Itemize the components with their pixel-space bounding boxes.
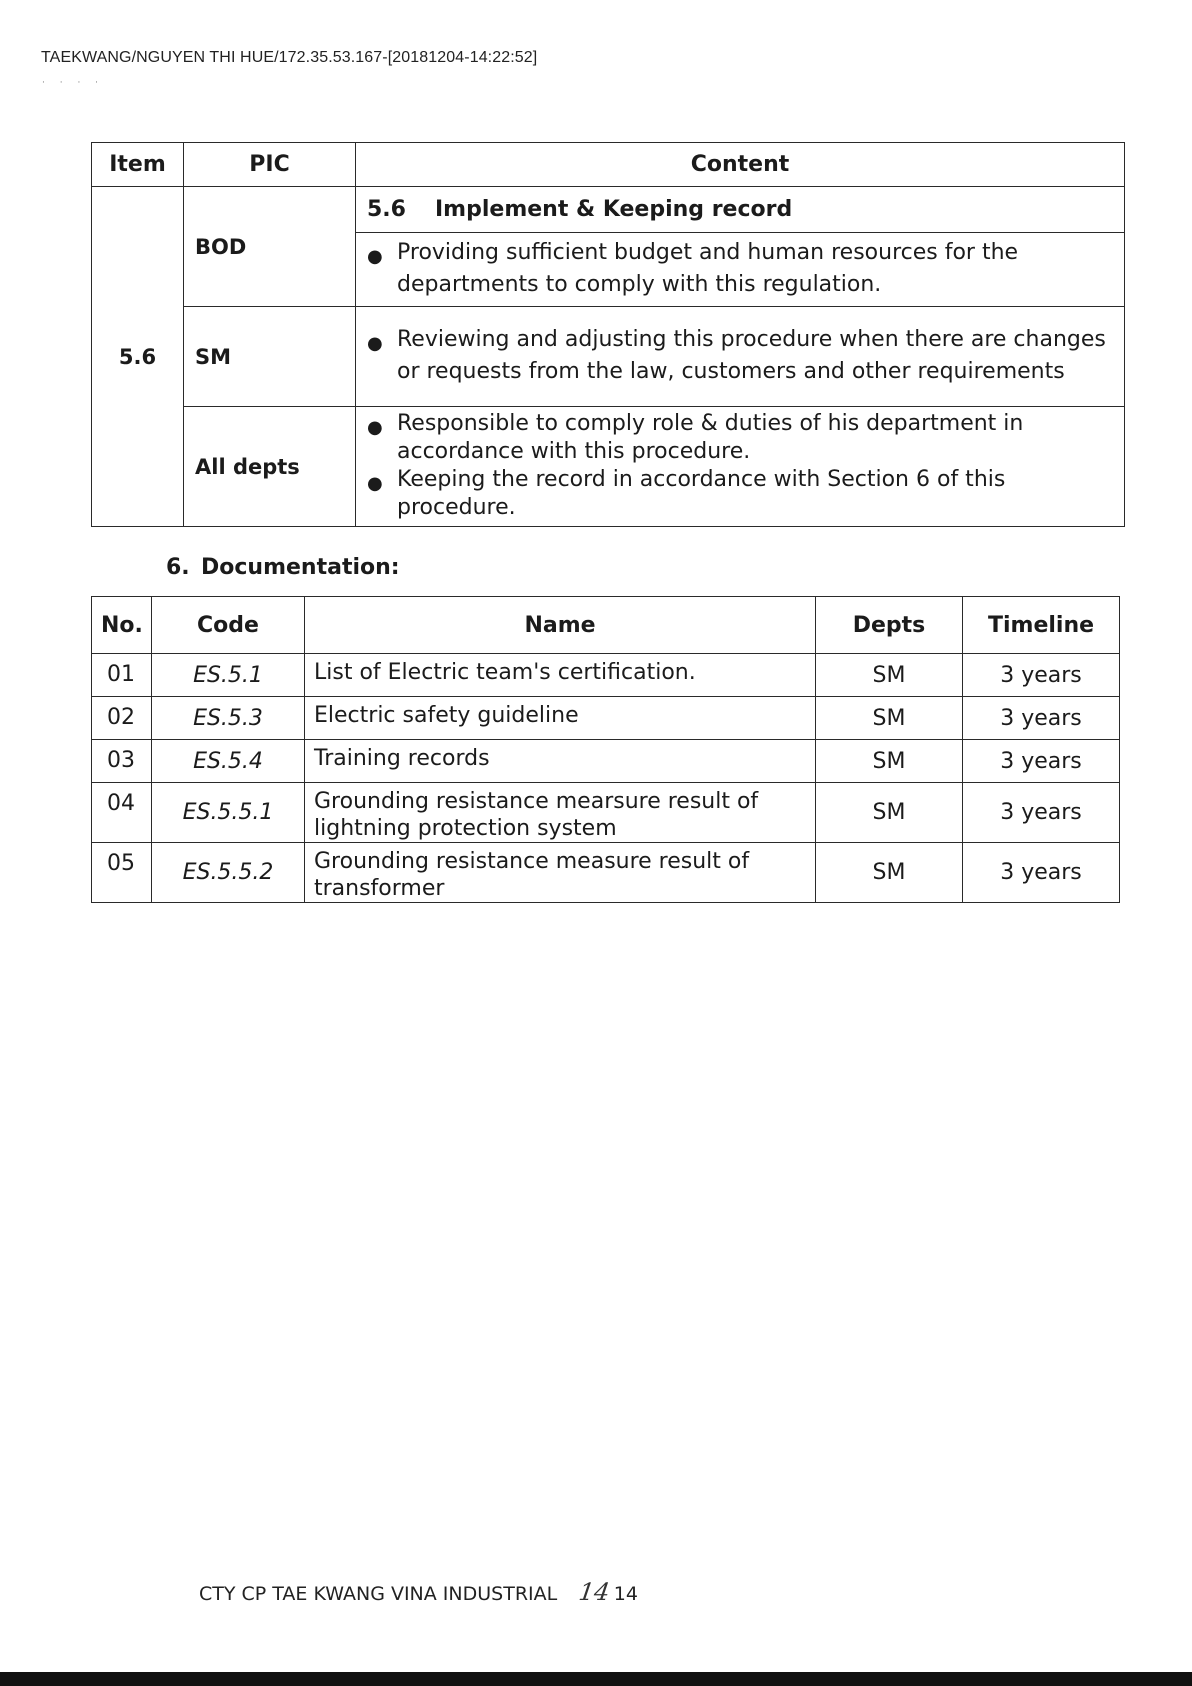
responsibility-table [91,142,1125,527]
pic-bod: BOD [184,187,356,307]
table-row [92,187,1125,233]
header-no: No. [92,597,152,654]
header-depts: Depts [816,597,963,654]
doc-depts: SM [816,843,963,903]
doc-no: 01 [92,654,152,697]
doc-timeline: 3 years [963,654,1120,697]
list-item [367,466,1112,522]
handwritten-page-number: 14 [577,1578,612,1606]
bullet-icon: ● [367,417,383,438]
doc-timeline: 3 years [963,697,1120,740]
bullet-text: Keeping the record in accordance with Section 6 of this procedure. [397,467,1006,520]
doc-code: ES.5.5.1 [152,783,305,843]
table-row [92,407,1125,527]
table-row [92,740,1120,783]
list-item [367,237,1112,301]
header-pic: PIC [184,143,356,187]
table-header-row [92,597,1120,654]
table-row [92,843,1120,903]
section-heading [356,187,1125,233]
bullet-icon: ● [367,473,383,494]
section-title: Implement & Keeping record [435,197,793,222]
doc-name: Training records [305,740,816,783]
table-row [92,654,1120,697]
pic-all-depts: All depts [184,407,356,527]
content-bod [356,233,1125,307]
table-row [92,783,1120,843]
doc-no: 02 [92,697,152,740]
doc-name: Grounding resistance mearsure result of lightning protection system [305,783,816,843]
section-number: 5.6 [367,197,406,222]
list-item [367,324,1112,388]
documentation-table [91,596,1120,903]
doc-name: Grounding resistance measure result of transformer [305,843,816,903]
pic-sm: SM [184,307,356,407]
documentation-title: Documentation: [201,555,400,580]
doc-depts: SM [816,654,963,697]
item-number: 5.6 [92,187,184,527]
bullet-text: Providing sufficient budget and human resources for the departments to comply with this regulation. [397,240,1019,297]
doc-no: 03 [92,740,152,783]
footer-company: CTY CP TAE KWANG VINA INDUSTRIAL [199,1583,558,1605]
doc-depts: SM [816,697,963,740]
documentation-heading [166,555,400,580]
doc-code: ES.5.4 [152,740,305,783]
page-footer [199,1578,638,1606]
doc-name: Electric safety guideline [305,697,816,740]
header-name: Name [305,597,816,654]
bullet-text: Reviewing and adjusting this procedure when there are changes or requests from the law, customers and other requirements [397,327,1106,384]
table-header-row [92,143,1125,187]
table-row [92,307,1125,407]
list-item [367,410,1112,466]
doc-depts: SM [816,783,963,843]
bullet-icon: ● [367,246,383,267]
doc-name: List of Electric team's certification. [305,654,816,697]
scan-specks: · · · · [42,78,105,88]
bullet-text: Responsible to comply role & duties of his department in accordance with this procedure. [397,411,1024,464]
doc-depts: SM [816,740,963,783]
doc-code: ES.5.1 [152,654,305,697]
footer-page-total: 14 [613,1583,638,1605]
documentation-number: 6. [166,555,190,580]
doc-timeline: 3 years [963,783,1120,843]
table-row [92,697,1120,740]
doc-timeline: 3 years [963,740,1120,783]
header-timeline: Timeline [963,597,1120,654]
doc-code: ES.5.5.2 [152,843,305,903]
doc-timeline: 3 years [963,843,1120,903]
header-item: Item [92,143,184,187]
doc-code: ES.5.3 [152,697,305,740]
content-all-depts [356,407,1125,527]
header-stamp: TAEKWANG/NGUYEN THI HUE/172.35.53.167-[20181204-14:22:52] [41,49,538,66]
header-content: Content [356,143,1125,187]
content-sm [356,307,1125,407]
bullet-icon: ● [367,333,383,354]
doc-no: 05 [92,843,152,903]
doc-no: 04 [92,783,152,843]
header-code: Code [152,597,305,654]
scan-bottom-edge [0,1672,1192,1686]
